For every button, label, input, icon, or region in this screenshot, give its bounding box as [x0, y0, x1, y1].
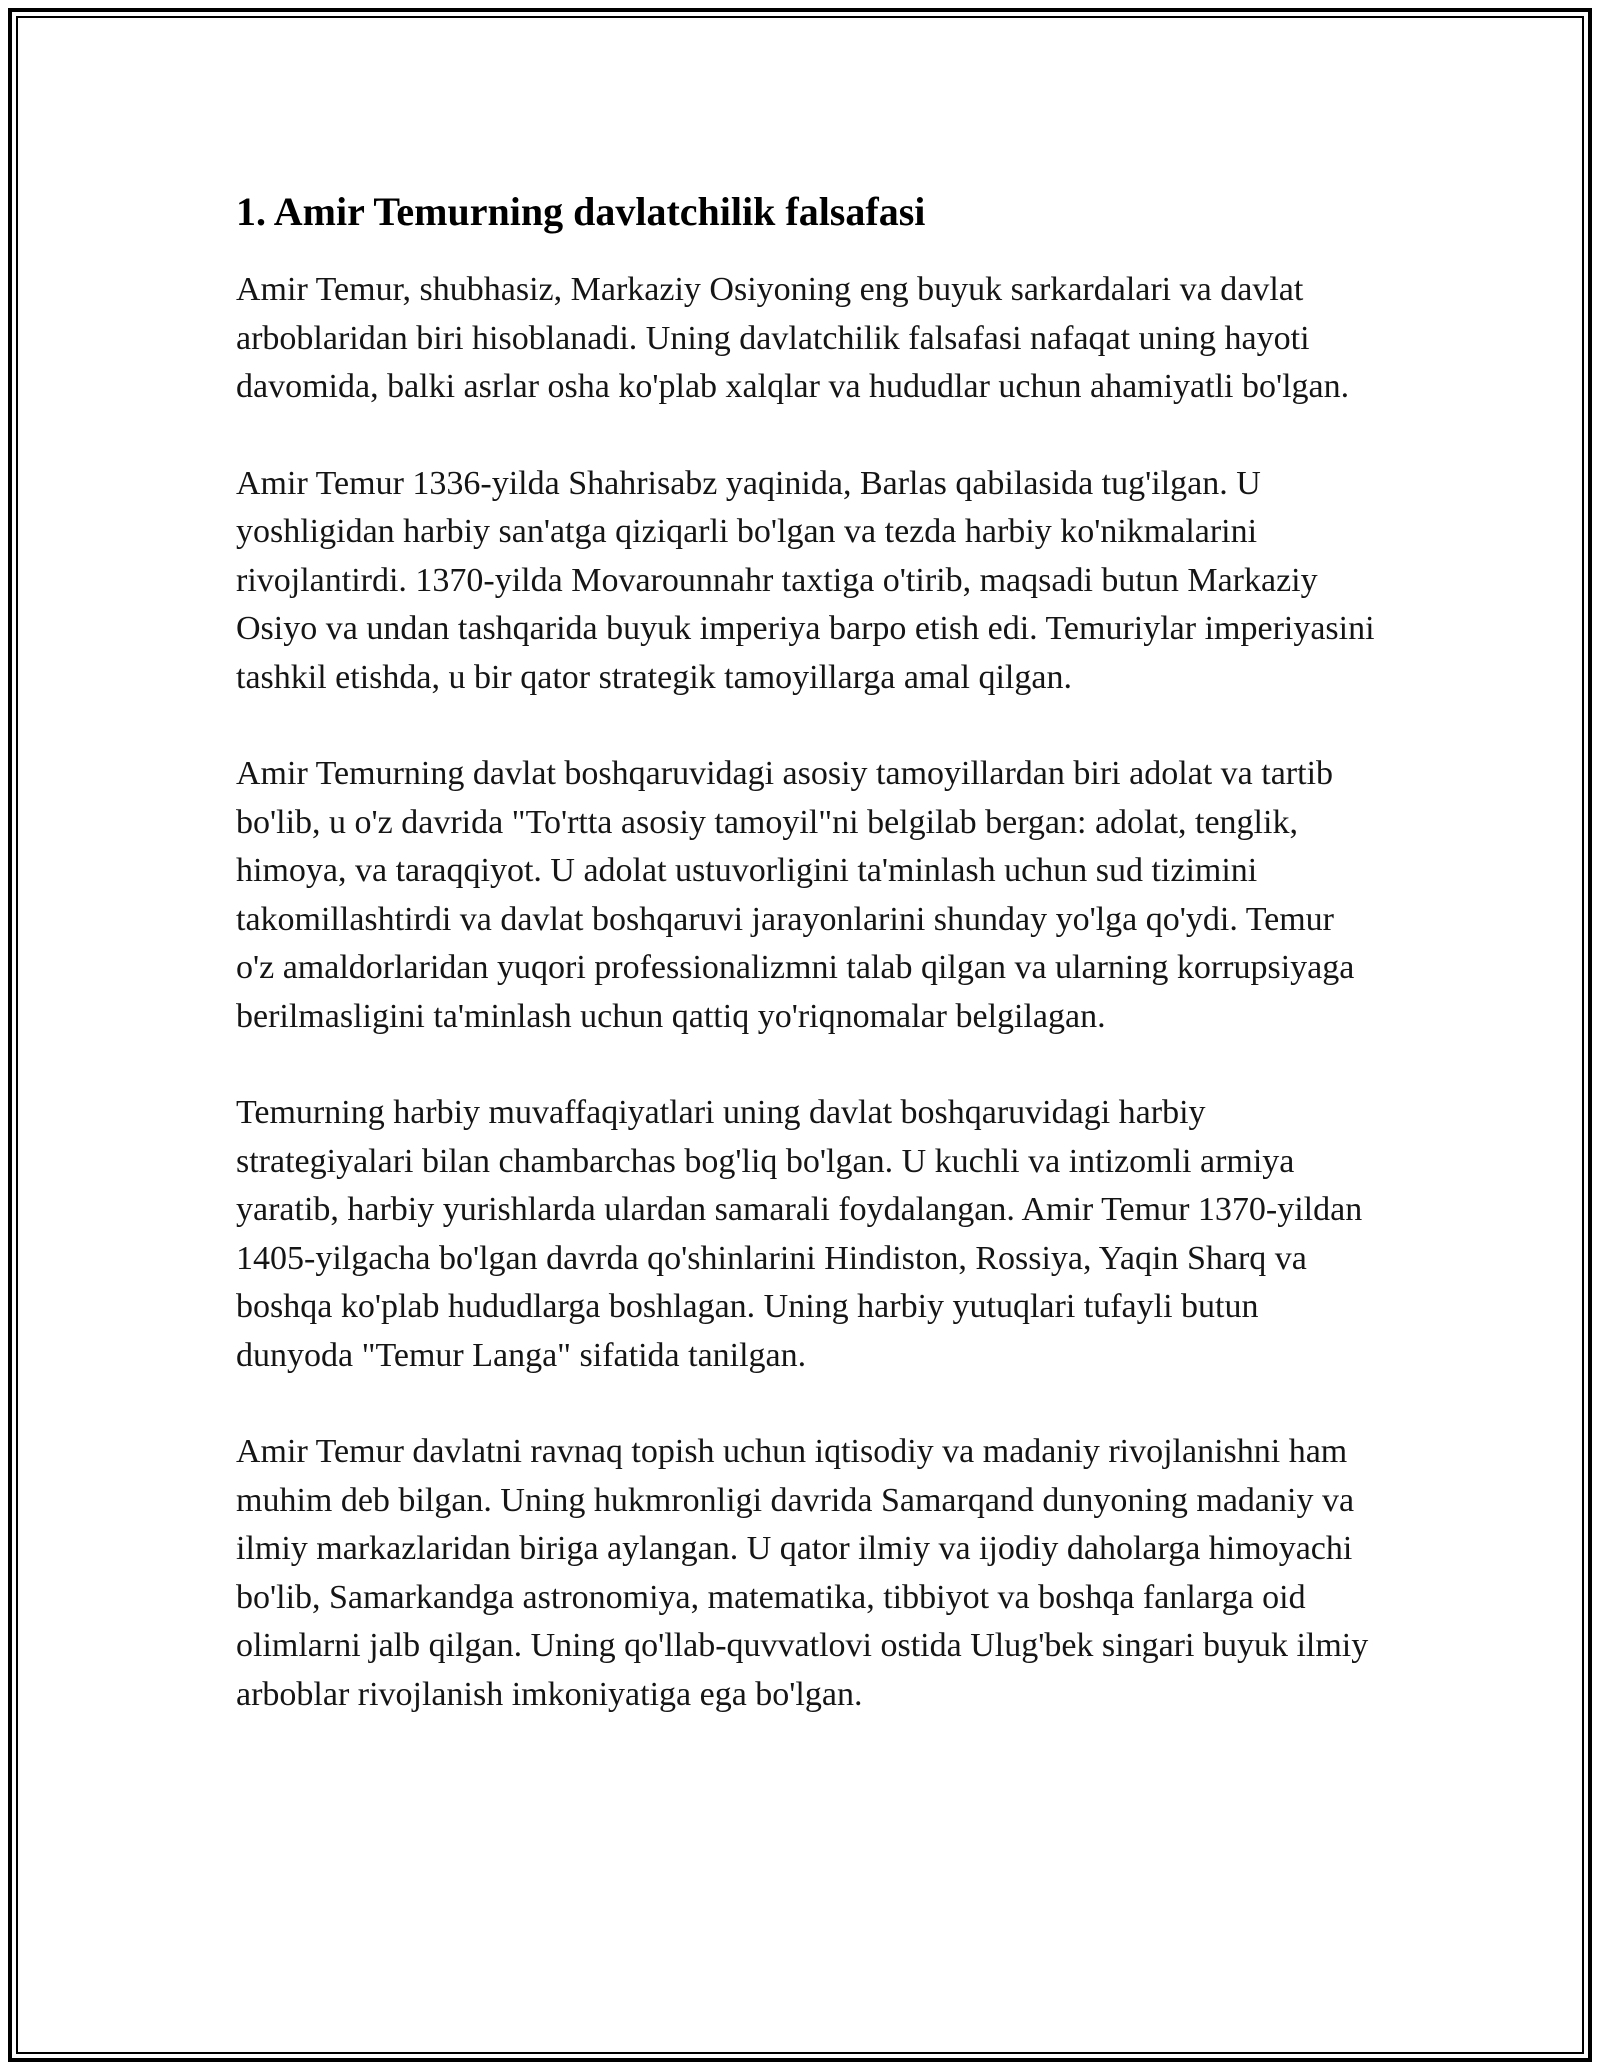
paragraph-governance-principles: Amir Temurning davlat boshqaruvidagi asosiy tamoyillardan biri adolat va tartib bo'lib, u o'z davrida "To'rtta asosiy tamoyil"ni belgilab bergan: adolat, tenglik, himoya, va taraqqiyot. U adolat ustuvorligini ta'minlash uchun sud tizimini takomillashtirdi va davlat boshqaruvi jarayonlarini shunday yo'lga qo'ydi. Temur o'z amaldorlaridan yuqori professionalizmni talab qilgan va ularning korrupsiyaga berilmasligini ta'minlash uchun qattiq yo'riqnomalar belgilagan.	[236, 755, 1355, 1035]
paragraph-intro: Amir Temur, shubhasiz, Markaziy Osiyoning eng buyuk sarkardalari va davlat arboblaridan biri hisoblanadi. Uning davlatchilik falsafasi nafaqat uning hayoti davomida, balki asrlar osha ko'plab xalqlar va hududlar uchun ahamiyatli bo'lgan.	[236, 271, 1350, 405]
section-heading: 1. Amir Temurning davlatchilik falsafasi	[236, 189, 926, 234]
paragraph-biography: Amir Temur 1336-yilda Shahrisabz yaqinida, Barlas qabilasida tug'ilgan. U yoshligidan harbiy san'atga qiziqarli bo'lgan va tezda harbiy ko'nikmalarini rivojlantirdi. 1370-yilda Movarounnahr taxtiga o'tirib, maqsadi butun Markaziy Osiyo va undan tashqarida buyuk imperiya barpo etish edi. Temuriylar imperiyasini tashkil etishda, u bir qator strategik tamoyillarga amal qilgan.	[236, 464, 1375, 696]
document-body	[236, 184, 1376, 1767]
paragraph-military-success: Temurning harbiy muvaffaqiyatlari uning davlat boshqaruvidagi harbiy strategiyalari bilan chambarchas bog'liq bo'lgan. U kuchli va intizomli armiya yaratib, harbiy yurishlarda ulardan samarali foydalangan. Amir Temur 1370-yildan 1405-yilgacha bo'lgan davrda qo'shinlarini Hindiston, Rossiya, Yaqin Sharq va boshqa ko'plab hududlarga boshlagan. Uning harbiy yutuqlari tufayli butun dunyoda "Temur Langa" sifatida tanilgan.	[236, 1094, 1363, 1374]
paragraph-cultural-development: Amir Temur davlatni ravnaq topish uchun iqtisodiy va madaniy rivojlanishni ham muhim deb bilgan. Uning hukmronligi davrida Samarqand dunyoning madaniy va ilmiy markazlaridan biriga aylangan. U qator ilmiy va ijodiy daholarga himoyachi bo'lib, Samarkandga astronomiya, matematika, tibbiyot va boshqa fanlarga oid olimlarni jalb qilgan. Uning qo'llab-quvvatlovi ostida Ulug'bek singari buyuk ilmiy arboblar rivojlanish imkoniyatiga ega bo'lgan.	[236, 1433, 1369, 1713]
